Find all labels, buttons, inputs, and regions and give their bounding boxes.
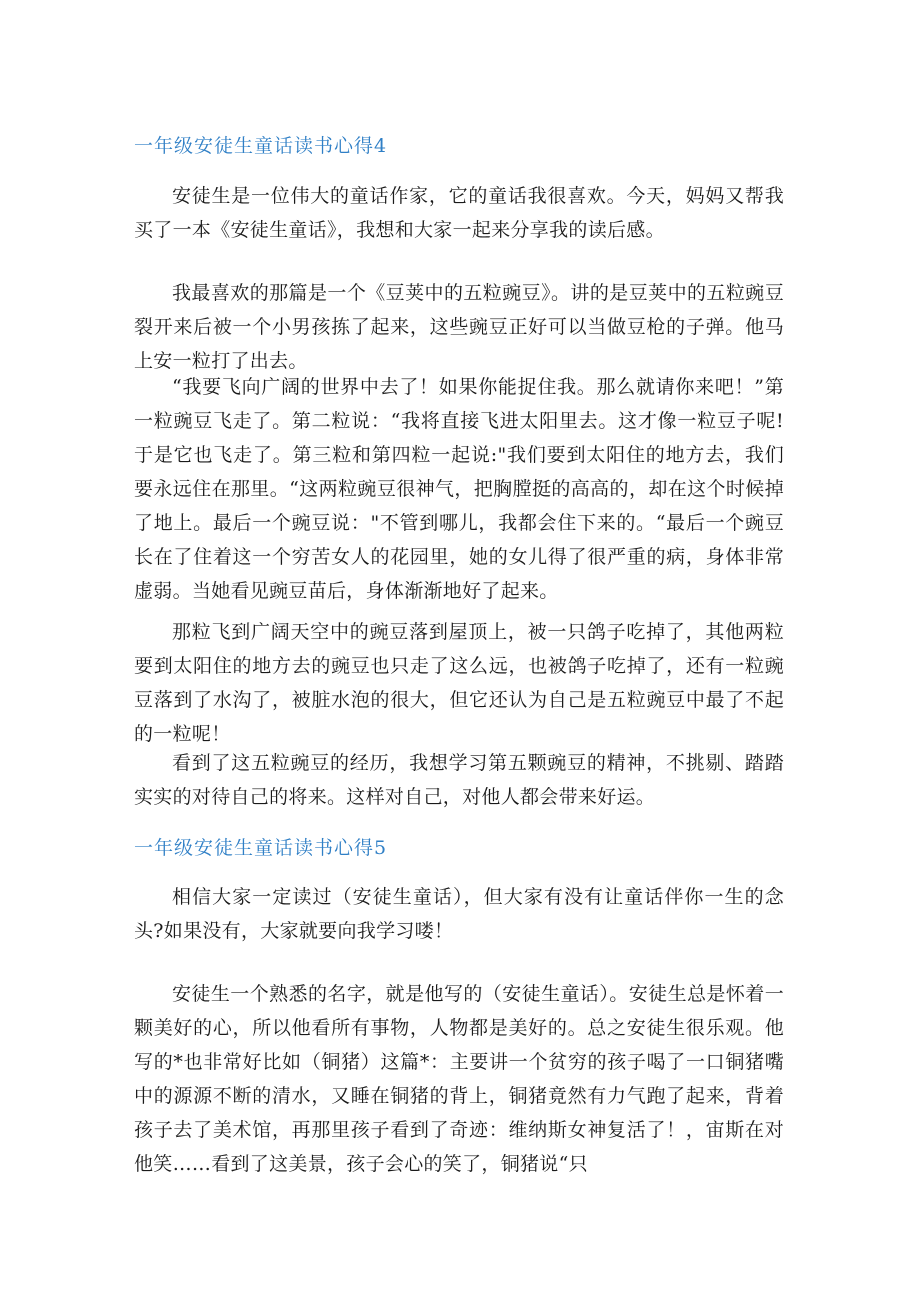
section-heading: 一年级安徒生童话读书心得5 bbox=[134, 837, 388, 859]
paragraph: 我最喜欢的那篇是一个《豆荚中的五粒豌豆》。讲的是豆荚中的五粒豌豆裂开来后被一个小男孩拣了起来，这些豌豆正好可以当做豆枪的子弹。他马上安一粒打了出去。 bbox=[134, 282, 784, 372]
section-heading: 一年级安徒生童话读书心得4 bbox=[134, 135, 388, 157]
paragraph: 那粒飞到广阔天空中的豌豆落到屋顶上，被一只鸽子吃掉了，其他两粒要到太阳住的地方去的豌豆也只走了这么远，也被鸽子吃掉了，还有一粒豌豆落到了水沟了，被脏水泡的很大，但它还认为自己是五粒豌豆中最了不起的一粒呢！ bbox=[134, 621, 784, 745]
paragraph: 安徒生是一位伟大的童话作家，它的童话我很喜欢。今天，妈妈又帮我买了一本《安徒生童话》，我想和大家一起来分享我的读后感。 bbox=[134, 185, 784, 241]
paragraph: 安徒生一个熟悉的名字，就是他写的（安徒生童话）。安徒生总是怀着一颗美好的心，所以他看所有事物，人物都是美好的。总之安徒生很乐观。他写的*也非常好比如（铜猪）这篇*：主要讲一个贫穷的孩子喝了一口铜猪嘴中的源源不断的清水，又睡在铜猪的背上，铜猪竟然有力气跑了起来，背着孩子去了美术馆，再那里孩子看到了奇迹：维纳斯女神复活了！，宙斯在对他笑……看到了这美景，孩子会心的笑了，铜猪说“只 bbox=[134, 983, 784, 1175]
paragraph: 看到了这五粒豌豆的经历，我想学习第五颗豌豆的精神，不挑剔、踏踏实实的对待自己的将来。这样对自己，对他人都会带来好运。 bbox=[134, 752, 784, 808]
paragraph: “我要飞向广阔的世界中去了！如果你能捉住我。那么就请你来吧！”第一粒豌豆飞走了。第二粒说：“我将直接飞进太阳里去。这才像一粒豆子呢!于是它也飞走了。第三粒和第四粒一起说:"我们要到太阳住的地方去，我们要永远住在那里。“这两粒豌豆很神气，把胸膛挺的高高的，却在这个时候掉了地上。最后一个豌豆说："不管到哪儿，我都会住下来的。“最后一个豌豆长在了住着这一个穷苦女人的花园里，她的女儿得了很严重的病，身体非常虚弱。当她看见豌豆苗后，身体渐渐地好了起来。 bbox=[134, 376, 784, 602]
paragraph: 相信大家一定读过（安徒生童话），但大家有没有让童话伴你一生的念头?如果没有，大家就要向我学习喽！ bbox=[134, 886, 784, 942]
